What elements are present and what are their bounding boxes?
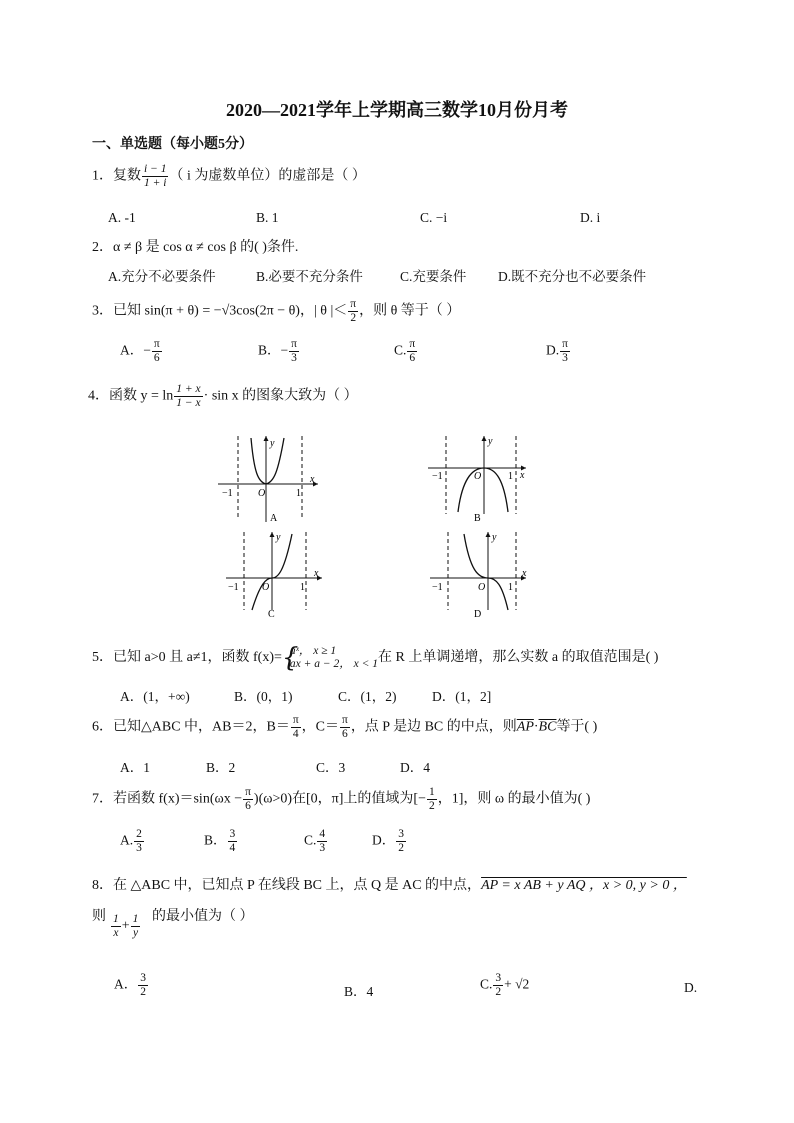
vector-ap: $\overline{AP}$ xyxy=(516,719,534,735)
graph-c-label: C xyxy=(268,609,275,620)
q7-option-a: A. $\frac{2}{3}$ xyxy=(120,828,142,854)
page-title: 2020—2021学年上学期高三数学10月份月考 xyxy=(226,100,568,120)
graph-b-label: B xyxy=(474,513,481,524)
graph-c-y-label: y xyxy=(276,532,281,543)
graph-b-y-label: y xyxy=(488,436,493,447)
graph-b xyxy=(422,432,532,526)
q1-option-a: A. -1 xyxy=(108,210,136,225)
q1-stem-tail: （ i 为虚数单位）的虚部是（ ） xyxy=(169,168,366,184)
graph-c-origin: O xyxy=(262,582,270,593)
q1-option-b: B. 1 xyxy=(256,210,279,225)
q5-option-d: D．(1，2] xyxy=(432,689,492,704)
graph-a-x-label: x xyxy=(310,474,315,485)
graph-b-x-label: x xyxy=(520,470,525,481)
graph-b-tick-pos: 1 xyxy=(508,471,513,482)
graph-a-tick-neg: −1 xyxy=(222,488,233,499)
question-2: 2．α ≠ β 是 cos α ≠ cos β 的( )条件. xyxy=(92,240,299,255)
q1-option-c: C. −i xyxy=(420,210,448,225)
graph-c xyxy=(222,528,332,622)
graph-a xyxy=(218,432,328,526)
q7-option-d: D． $\frac{3}{2}$ xyxy=(372,828,404,854)
question-1 xyxy=(92,163,366,190)
graph-c-tick-pos: 1 xyxy=(300,582,305,593)
graph-d-tick-neg: −1 xyxy=(432,582,443,593)
q6-option-d: D．4 xyxy=(400,760,430,775)
q5-option-b: B．(0，1) xyxy=(234,689,293,704)
question-8: 8．在 △ABC 中，已知点 P 在线段 BC 上，点 Q 是 AC 的中点，AP = x AB + y AQ ，x > 0, y > 0 ， xyxy=(92,878,687,893)
q3-option-b: B．− $\frac{\pi}{3}$ xyxy=(258,338,297,364)
q6-option-c: C．3 xyxy=(316,760,346,775)
q8-option-b: B．4 xyxy=(344,984,374,999)
q8-stem-tail: 的最小值为（ ） xyxy=(152,909,254,924)
q2-option-d: D.既不充分也不必要条件 xyxy=(498,269,647,284)
question-3: 3．已知 sin(π + θ) = −√3cos(2π − θ)，| θ |＜ $\frac{\pi}{2}$ ，则 θ 等于（ ） xyxy=(92,298,461,324)
q3-option-d: D. $\frac{\pi}{3}$ xyxy=(546,338,568,364)
graph-d xyxy=(426,528,536,622)
q6-option-a: A．1 xyxy=(120,760,150,775)
q5-option-c: C．(1，2) xyxy=(338,689,397,704)
q8-expression: $\frac{1}{x}$ + $\frac{1}{y}$ xyxy=(113,913,139,939)
q8-vector-equation: AP = x AB + y AQ ，x > 0, y > 0 ， xyxy=(481,878,687,893)
graph-d-tick-pos: 1 xyxy=(508,582,513,593)
q2-option-a: A.充分不必要条件 xyxy=(108,269,216,284)
q1-option-d: D. i xyxy=(580,210,601,225)
graph-d-x-label: x xyxy=(522,568,527,579)
q3-option-c: C. $\frac{\pi}{6}$ xyxy=(394,338,416,364)
question-5: 5．已知 a>0 且 a≠1，函数 f(x)= { aˣ， x ≥ 1 ax + a − 2， x < 1 在 R 上单调递增，那么实数 a 的取值范围是( ) xyxy=(92,643,659,673)
q7-option-c: C. $\frac{4}{3}$ xyxy=(304,828,326,854)
question-4: 4．函数 y = ln $\frac{1 + x}{1 - x}$ · sin x 的图象大致为（ ） xyxy=(88,383,358,409)
graph-c-x-label: x xyxy=(314,568,319,579)
question-7: 7．若函数 f(x)＝sin(ωx − $\frac{\pi}{6}$ )(ω>0)在[0，π]上的值域为[− $\frac{1}{2}$ ，1]，则 ω 的最小值为( ) xyxy=(92,786,591,812)
section-heading: 一、单选题（每小题5分） xyxy=(92,137,253,152)
q5-option-a: A．(1，+∞) xyxy=(120,689,190,704)
q1-fraction: $\frac{i - 1}{1 + i}$ xyxy=(144,163,167,189)
q5-piecewise: { aˣ， x ≥ 1 ax + a − 2， x < 1 xyxy=(281,643,379,673)
graph-b-origin: O xyxy=(474,471,482,482)
graph-d-label: D xyxy=(474,609,482,620)
q7-option-b: B． $\frac{3}{4}$ xyxy=(204,828,236,854)
question-6: 6．已知△ABC 中，AB＝2，B＝ $\frac{\pi}{4}$ ，C＝ $\frac{\pi}{6}$ ，点 P 是边 BC 的中点，则$\overline{AP}\cdot\overline{BC}$等于( ) xyxy=(92,714,598,740)
q4-fraction: $\frac{1 + x}{1 - x}$ xyxy=(176,383,201,409)
q6-option-b: B．2 xyxy=(206,760,236,775)
graph-a-y-label: y xyxy=(270,438,275,449)
graph-d-y-label: y xyxy=(492,532,497,543)
q1-stem: 1．复数 xyxy=(92,168,141,184)
q8-option-c: C. $\frac{3}{2}$ + √2 xyxy=(480,972,530,998)
q2-option-c: C.充要条件 xyxy=(400,269,467,284)
question-8-line2: 则 xyxy=(92,909,106,924)
graph-a-tick-pos: 1 xyxy=(296,488,301,499)
graph-d-origin: O xyxy=(478,582,486,593)
graph-b-tick-neg: −1 xyxy=(432,471,443,482)
vector-bc: $\overline{BC}$ xyxy=(538,719,557,735)
graph-a-origin: O xyxy=(258,488,266,499)
graph-c-tick-neg: −1 xyxy=(228,582,239,593)
q8-option-a: A． $\frac{3}{2}$ xyxy=(114,972,146,998)
q2-option-b: B.必要不充分条件 xyxy=(256,269,363,284)
q8-option-d: D. xyxy=(684,980,698,995)
graph-a-label: A xyxy=(270,513,278,524)
q3-fraction: $\frac{\pi}{2}$ xyxy=(350,298,357,324)
q3-option-a: A．− $\frac{\pi}{6}$ xyxy=(120,338,160,364)
